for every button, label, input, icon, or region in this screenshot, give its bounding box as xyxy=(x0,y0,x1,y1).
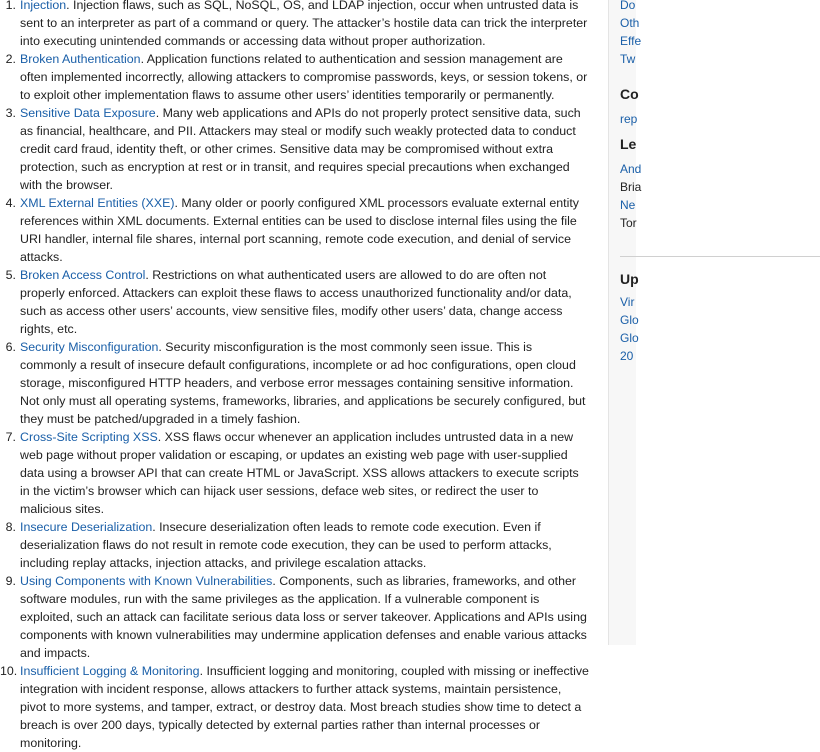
risk-item xyxy=(5,428,600,518)
list-number: 8. xyxy=(5,520,16,534)
sidebar-link[interactable]: Do xyxy=(620,0,636,12)
risk-description: . Many older or poorly configured XML processors evaluate external entity references within XML documents. External entities can be used to disclose internal files using the file URI handler, internal file shares, internal port scanning, remote code execution, and denial of service attacks. xyxy=(20,196,579,264)
risk-description: . Many web applications and APIs do not properly protect sensitive data, such as financial, healthcare, and PII. Attackers may steal or modify such weakly protected data to conduct credit card fraud, identity theft, or other crimes. Sensitive data may be compromised without extra protection, such as encryption at rest or in transit, and requires special precautions when exchanged with the browser. xyxy=(20,106,581,192)
sidebar-link[interactable]: Glo xyxy=(620,331,639,345)
risk-description: . XSS flaws occur whenever an application includes untrusted data in a new web page without proper validation or escaping, or updates an existing web page with user-supplied data using a browser API that can create HTML or JavaScript. XSS allows attackers to execute scripts in the victim’s browser which can hijack user sessions, deface web sites, or redirect the user to malicious sites. xyxy=(20,430,579,516)
risk-item xyxy=(5,50,600,104)
sidebar-link[interactable]: Vir xyxy=(620,295,635,309)
sidebar-heading: Up xyxy=(620,271,639,287)
risk-item xyxy=(5,572,600,662)
risk-title-link[interactable]: Cross-Site Scripting XSS xyxy=(20,430,158,444)
risk-item xyxy=(5,338,600,428)
sidebar-heading: Co xyxy=(620,86,639,102)
risk-description: . Security misconfiguration is the most commonly seen issue. This is commonly a result of insecure default configurations, incomplete or ad hoc configurations, open cloud storage, misconfigured HTTP headers, and verbose error messages containing sensitive information. Not only must all operating systems, frameworks, libraries, and applications be securely configured, but they must be patched/upgraded in a timely fashion. xyxy=(20,340,586,426)
risk-description: . Injection flaws, such as SQL, NoSQL, OS, and LDAP injection, occur when untrusted data is sent to an interpreter as part of a command or query. The attacker’s hostile data can trick the interpreter into executing unintended commands or accessing data without proper authorization. xyxy=(20,0,588,48)
risk-item xyxy=(5,266,600,338)
right-sidebar xyxy=(609,0,642,645)
sidebar-link[interactable]: Oth xyxy=(620,16,640,30)
sidebar-link[interactable]: Effe xyxy=(620,34,642,48)
risk-item xyxy=(5,0,600,50)
risk-title-link[interactable]: Insufficient Logging & Monitoring xyxy=(20,664,200,678)
sidebar-link[interactable]: Tw xyxy=(620,52,636,66)
sidebar-heading: Le xyxy=(620,136,637,152)
risk-title-link[interactable]: Sensitive Data Exposure xyxy=(20,106,156,120)
list-number: 5. xyxy=(5,268,16,282)
risk-title-link[interactable]: XML External Entities (XXE) xyxy=(20,196,175,210)
risk-title-link[interactable]: Insecure Deserialization xyxy=(20,520,153,534)
risk-title-link[interactable]: Using Components with Known Vulnerabilities xyxy=(20,574,273,588)
sidebar-text: Tor xyxy=(620,216,637,230)
list-number: 7. xyxy=(5,430,16,444)
risk-item xyxy=(0,662,600,752)
list-number: 1. xyxy=(5,0,16,12)
risk-title-link[interactable]: Broken Access Control xyxy=(20,268,146,282)
sidebar-content xyxy=(620,0,820,365)
risk-item xyxy=(5,194,600,266)
sidebar-link[interactable]: And xyxy=(620,162,642,176)
list-number: 6. xyxy=(5,340,16,354)
sidebar-link[interactable]: Ne xyxy=(620,198,636,212)
risk-description: . Components, such as libraries, frameworks, and other software modules, run with the same privileges as the application. If a vulnerable component is exploited, such an attack can facilitate serious data loss or server takeover. Applications and APIs using components with known vulnerabilities may undermine application defenses and enable various attacks and impacts. xyxy=(20,574,587,660)
risk-title-link[interactable]: Injection xyxy=(20,0,67,12)
sidebar-link[interactable]: rep xyxy=(620,112,638,126)
sidebar-link[interactable]: Glo xyxy=(620,313,639,327)
sidebar-link[interactable]: 20 xyxy=(620,349,634,363)
list-number: 4. xyxy=(5,196,16,210)
list-number: 10. xyxy=(0,664,18,678)
list-number: 3. xyxy=(5,106,16,120)
risk-description: . Restrictions on what authenticated users are allowed to do are often not properly enforced. Attackers can exploit these flaws to access unauthorized functionality and/or data, such as access other users’ accounts, view sensitive files, modify other users’ data, change access rights, etc. xyxy=(20,268,572,336)
risk-description: . Insecure deserialization often leads to remote code execution. Even if deserialization flaws do not result in remote code execution, they can be used to perform attacks, including replay attacks, injection attacks, and privilege escalation attacks. xyxy=(20,520,552,570)
sidebar-text: Bria xyxy=(620,180,642,194)
risk-title-link[interactable]: Broken Authentication xyxy=(20,52,141,66)
risk-item xyxy=(5,518,600,572)
risk-description: . Insufficient logging and monitoring, coupled with missing or ineffective integration with incident response, allows attackers to further attack systems, maintain persistence, pivot to more systems, and tamper, extract, or destroy data. Most breach studies show time to detect a breach is over 200 days, typically detected by external parties rather than internal processes or monitoring. xyxy=(20,664,589,750)
risk-title-link[interactable]: Security Misconfiguration xyxy=(20,340,159,354)
list-number: 2. xyxy=(5,52,16,66)
risk-description: . Application functions related to authentication and session management are often implemented incorrectly, allowing attackers to compromise passwords, keys, or session tokens, or to exploit other implementation flaws to assume other users’ identities temporarily or permanently. xyxy=(20,52,588,102)
list-number: 9. xyxy=(5,574,16,588)
risk-item xyxy=(5,104,600,194)
